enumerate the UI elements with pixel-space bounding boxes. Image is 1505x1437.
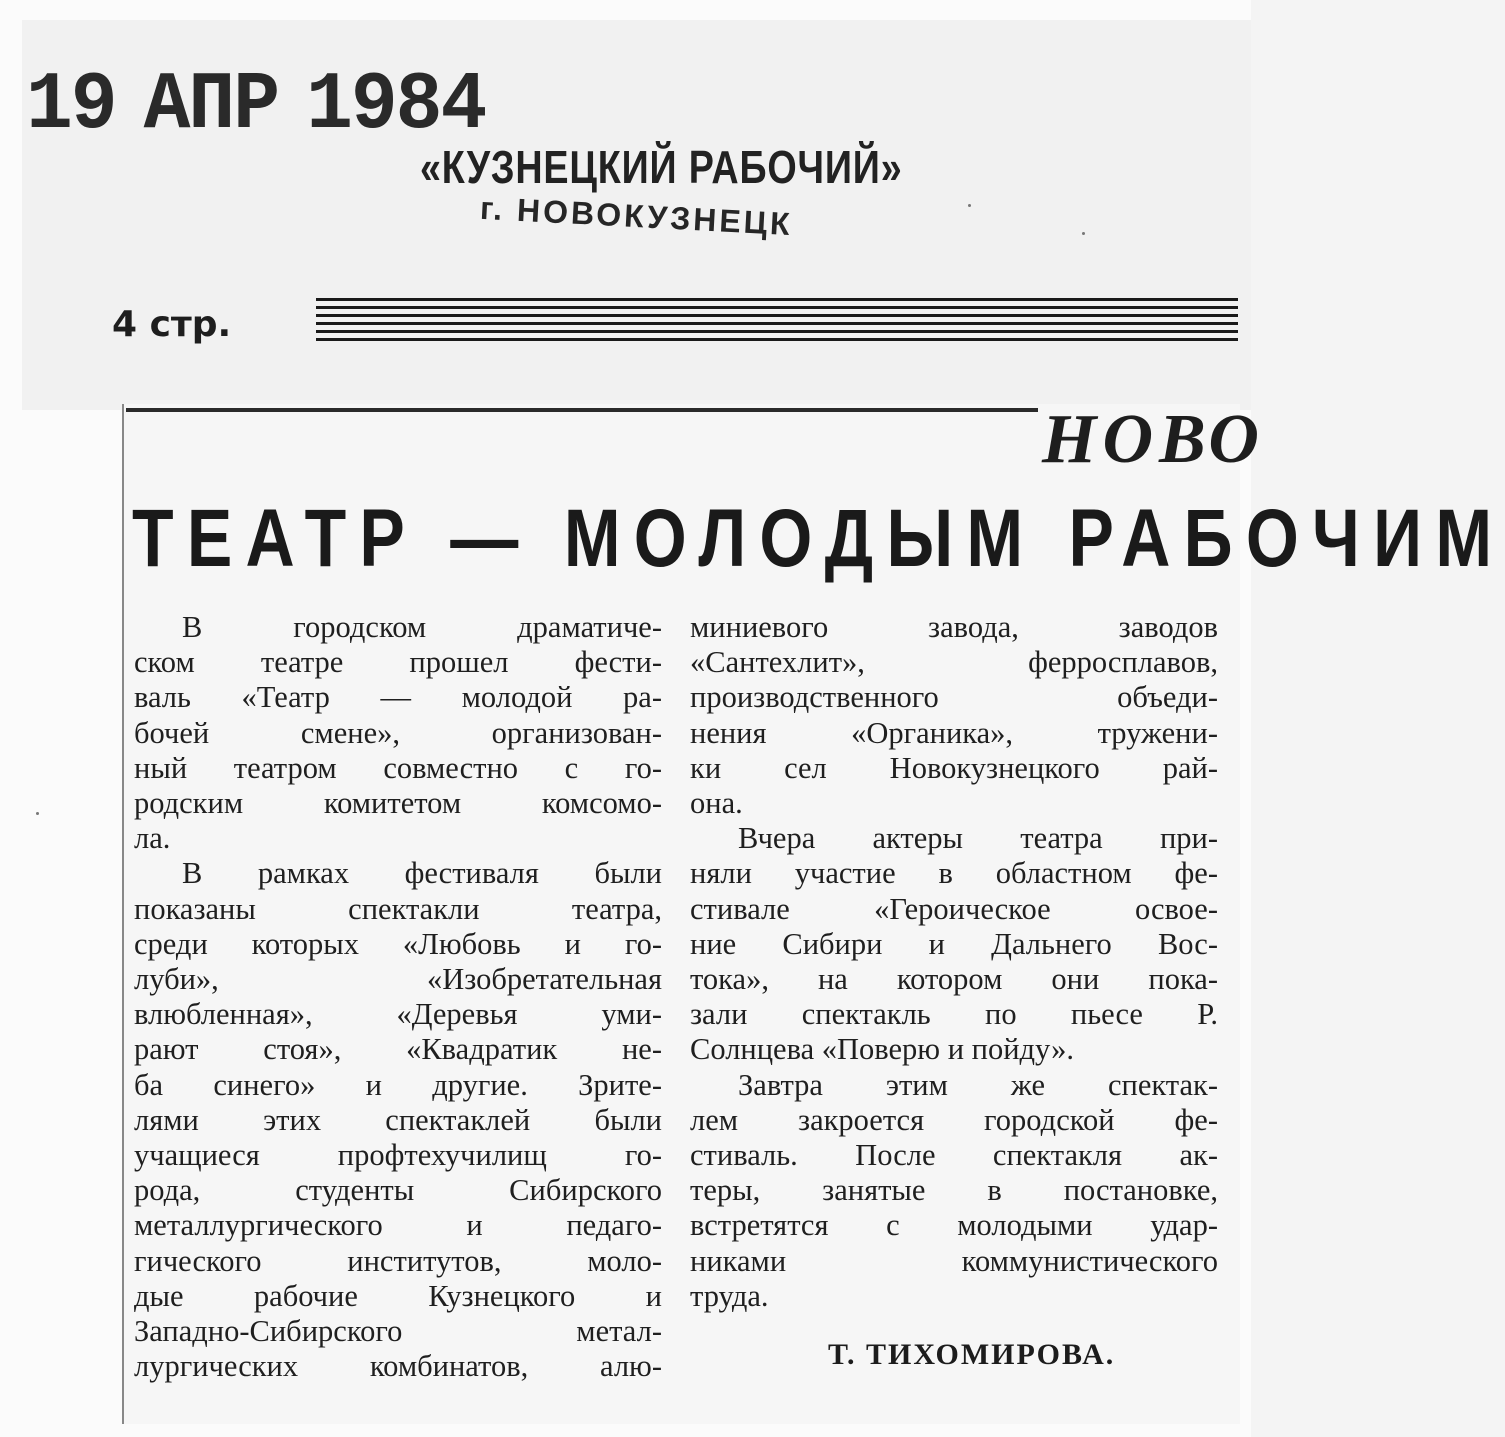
- text-line: бочей смене», организован-: [134, 715, 662, 750]
- newspaper-city: г. НОВОКУЗНЕЦК: [479, 189, 794, 243]
- text-line: теры, занятые в постановке,: [690, 1173, 1218, 1208]
- text-line: дые рабочие Кузнецкого и: [134, 1278, 662, 1313]
- text-line: ском театре прошел фести-: [134, 645, 662, 680]
- newspaper-name: «КУЗНЕЦКИЙ РАБОЧИЙ»: [420, 141, 903, 193]
- text-line: встретятся с молодыми удар-: [690, 1208, 1218, 1243]
- text-line: гического институтов, моло-: [134, 1243, 662, 1278]
- text-line: влюбленная», «Деревья уми-: [134, 997, 662, 1032]
- text-line: ки сел Новокузнецкого рай-: [690, 750, 1218, 785]
- text-line: лями этих спектаклей были: [134, 1102, 662, 1137]
- text-line: рают стоя», «Квадратик не-: [134, 1032, 662, 1067]
- text-line: среди которых «Любовь и го-: [134, 926, 662, 961]
- text-line: Вчера актеры театра при-: [738, 821, 1218, 856]
- text-line: ный театром совместно с го-: [134, 750, 662, 785]
- text-line: стиваль. После спектакля ак-: [690, 1138, 1218, 1173]
- scan-speck: [968, 204, 971, 207]
- text-line: тока», на котором они пока-: [690, 962, 1218, 997]
- text-line: «Сантехлит», ферросплавов,: [690, 645, 1218, 680]
- text-line: луби», «Изобретательная: [134, 962, 662, 997]
- text-line: никами коммунистического: [690, 1243, 1218, 1278]
- stamp-year: 1984: [306, 59, 486, 153]
- section-title-fragment: НОВО: [1042, 401, 1265, 478]
- text-line: металлургического и педаго-: [134, 1208, 662, 1243]
- text-line: Западно-Сибирского метал-: [134, 1314, 662, 1349]
- text-line: В городском драматиче-: [182, 610, 662, 644]
- text-line: рода, студенты Сибирского: [134, 1173, 662, 1208]
- article-headline: ТЕАТР — МОЛОДЫМ РАБОЧИМ: [132, 493, 1505, 584]
- text-line: валь «Театр — молодой ра-: [134, 680, 662, 715]
- article-column-right: [690, 610, 1218, 1314]
- scan-speck: [36, 812, 39, 815]
- text-line: лем закроется городской фе-: [690, 1102, 1218, 1137]
- stamp-month: АПР: [143, 59, 279, 153]
- article-column-left: [134, 610, 662, 1384]
- text-line: ба синего» и другие. Зрите-: [134, 1067, 662, 1102]
- header-rule-lines: [316, 298, 1238, 346]
- page-number: 4 стр.: [112, 304, 232, 345]
- text-line: Завтра этим же спектак-: [738, 1067, 1218, 1102]
- text-line: зали спектакль по пьесе Р.: [690, 997, 1218, 1032]
- text-line: стивале «Героическое освое-: [690, 891, 1218, 926]
- text-line: производственного объеди-: [690, 680, 1218, 715]
- text-line: она.: [690, 786, 743, 821]
- text-line: миниевого завода, заводов: [690, 610, 1218, 644]
- text-line: нения «Органика», тружени-: [690, 715, 1218, 750]
- date-stamp: [26, 60, 513, 152]
- text-line: ние Сибири и Дальнего Вос-: [690, 926, 1218, 961]
- text-line: ла.: [134, 821, 171, 856]
- stamp-day: 19: [26, 59, 116, 153]
- article-top-rule: [126, 408, 1038, 412]
- text-line: труда.: [690, 1278, 769, 1313]
- text-line: В рамках фестиваля были: [182, 856, 662, 891]
- text-line: учащиеся профтехучилищ го-: [134, 1138, 662, 1173]
- text-line: родским комитетом комсомо-: [134, 786, 662, 821]
- text-line: лургических комбинатов, алю-: [134, 1349, 662, 1384]
- text-line: Солнцева «Поверю и пойду».: [690, 1032, 1074, 1067]
- scan-speck: [1082, 232, 1085, 235]
- text-line: няли участие в областном фе-: [690, 856, 1218, 891]
- text-line: показаны спектакли театра,: [134, 891, 662, 926]
- article-byline: Т. ТИХОМИРОВА.: [828, 1338, 1116, 1371]
